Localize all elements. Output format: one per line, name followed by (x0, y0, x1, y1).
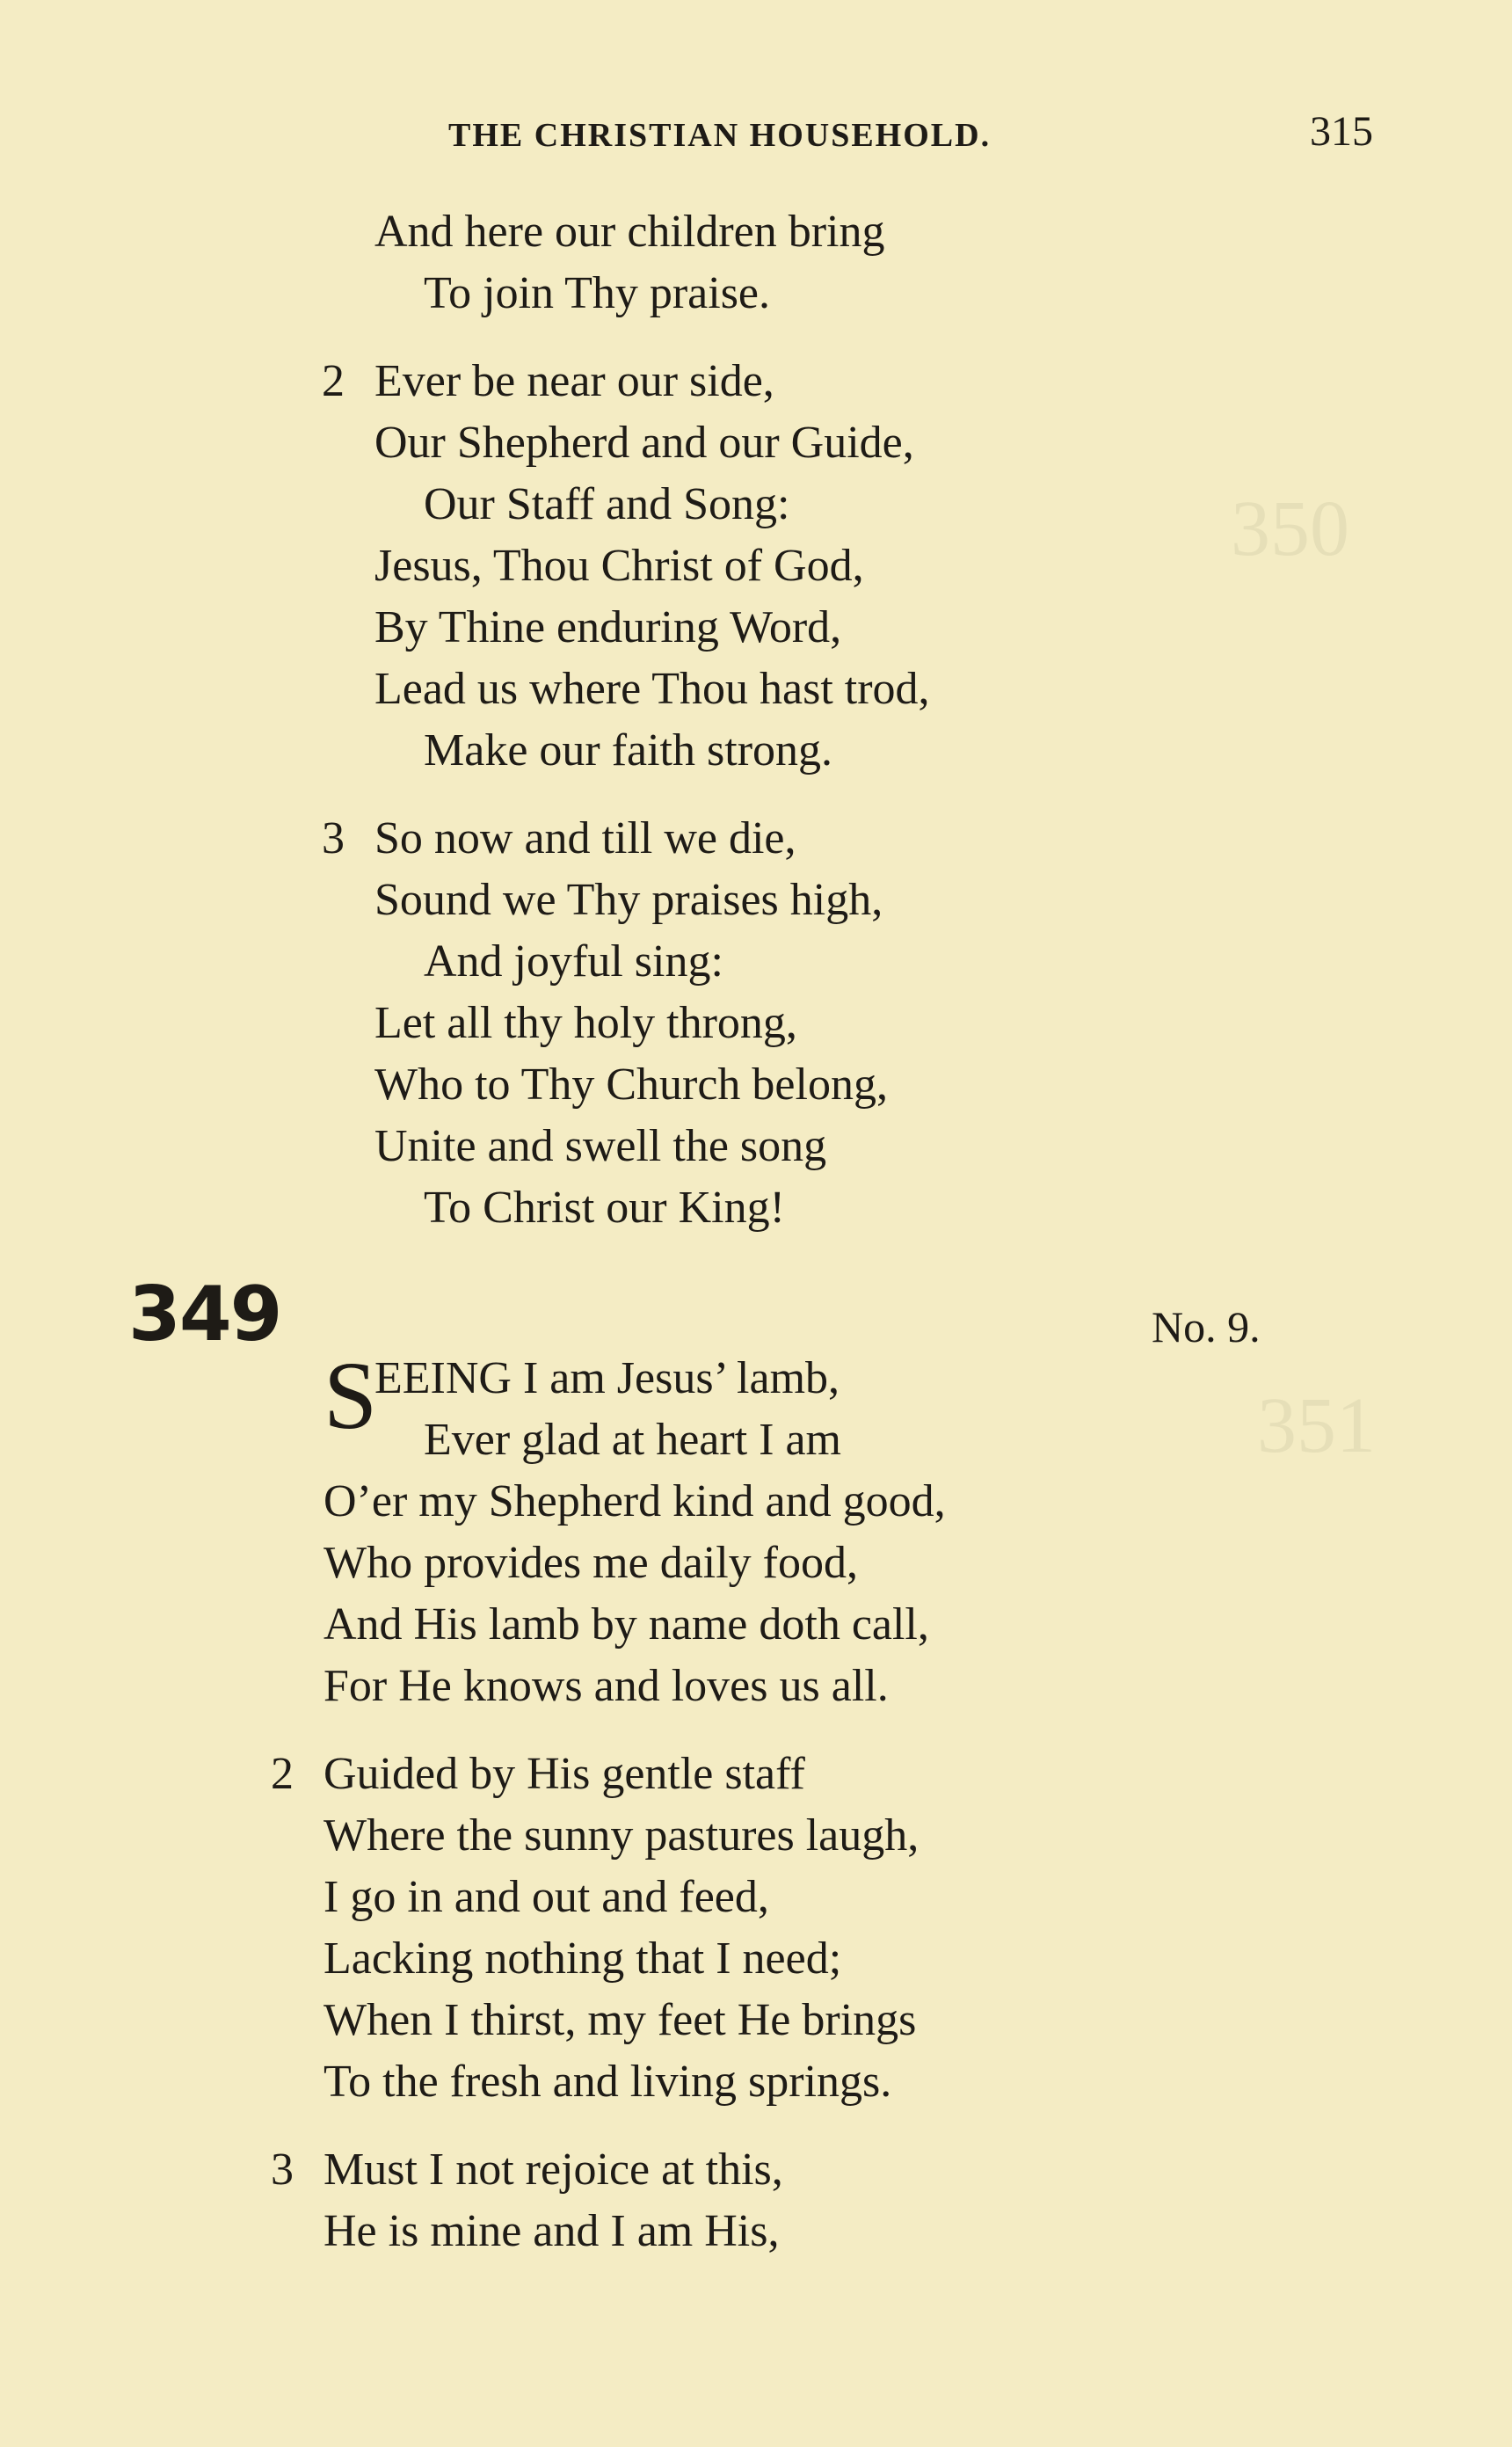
prev-stanza2-number: 2 (322, 356, 345, 406)
prev-stanza3-line-7: To Christ our King! (424, 1183, 785, 1233)
stanza1-line-1: EEING I am Jesus’ lamb, (374, 1353, 840, 1403)
stanza1-line-5: And His lamb by name doth call, (323, 1599, 929, 1650)
stanza2-line-2: Where the sunny pastures laugh, (323, 1810, 920, 1861)
prev-stanza1-line-2: To join Thy praise. (424, 268, 771, 318)
hymn-number: 349 (128, 1271, 281, 1358)
stanza1-line-2: Ever glad at heart I am (424, 1415, 841, 1465)
stanza3-line-2: He is mine and I am His, (323, 2206, 780, 2256)
stanza3-number: 3 (271, 2145, 294, 2195)
prev-stanza2-line-6: Lead us where Thou hast trod, (374, 664, 930, 714)
stanza2-number: 2 (271, 1749, 294, 1799)
drop-cap: S (323, 1342, 378, 1449)
prev-stanza3-line-3: And joyful sing: (424, 936, 723, 987)
prev-stanza2-line-1: Ever be near our side, (374, 356, 774, 406)
prev-stanza2-line-3: Our Staff and Song: (424, 479, 790, 529)
stanza3-line-1: Must I not rejoice at this, (323, 2145, 783, 2195)
show-through-number-350: 350 (1231, 485, 1349, 572)
prev-stanza3-line-1: So now and till we die, (374, 813, 796, 863)
prev-stanza1-line-1: And here our children bring (374, 207, 885, 257)
prev-stanza3-line-6: Unite and swell the song (374, 1121, 827, 1171)
prev-stanza3-line-4: Let all thy holy throng, (374, 998, 797, 1048)
stanza1-line-3: O’er my Shepherd kind and good, (323, 1476, 946, 1526)
prev-stanza3-number: 3 (322, 813, 345, 863)
prev-stanza3-line-2: Sound we Thy praises high, (374, 875, 883, 925)
stanza1-line-6: For He knows and loves us all. (323, 1661, 889, 1711)
prev-stanza2-line-4: Jesus, Thou Christ of God, (374, 541, 864, 591)
show-through-number-351: 351 (1257, 1382, 1376, 1469)
stanza2-line-4: Lacking nothing that I need; (323, 1934, 842, 1984)
stanza2-line-1: Guided by His gentle staff (323, 1749, 805, 1799)
prev-stanza2-line-7: Make our faith strong. (424, 725, 833, 776)
prev-stanza2-line-2: Our Shepherd and our Guide, (374, 418, 914, 468)
stanza2-line-6: To the fresh and living springs. (323, 2057, 892, 2107)
page-number: 315 (1310, 108, 1373, 155)
running-head: THE CHRISTIAN HOUSEHOLD. (448, 117, 992, 154)
stanza2-line-5: When I thirst, my feet He brings (323, 1995, 917, 2045)
prev-stanza3-line-5: Who to Thy Church belong, (374, 1060, 888, 1110)
stanza2-line-3: I go in and out and feed, (323, 1872, 769, 1922)
tune-reference: No. 9. (1152, 1302, 1261, 1351)
prev-stanza2-line-5: By Thine enduring Word, (374, 602, 842, 652)
stanza1-line-4: Who provides me daily food, (323, 1538, 858, 1588)
